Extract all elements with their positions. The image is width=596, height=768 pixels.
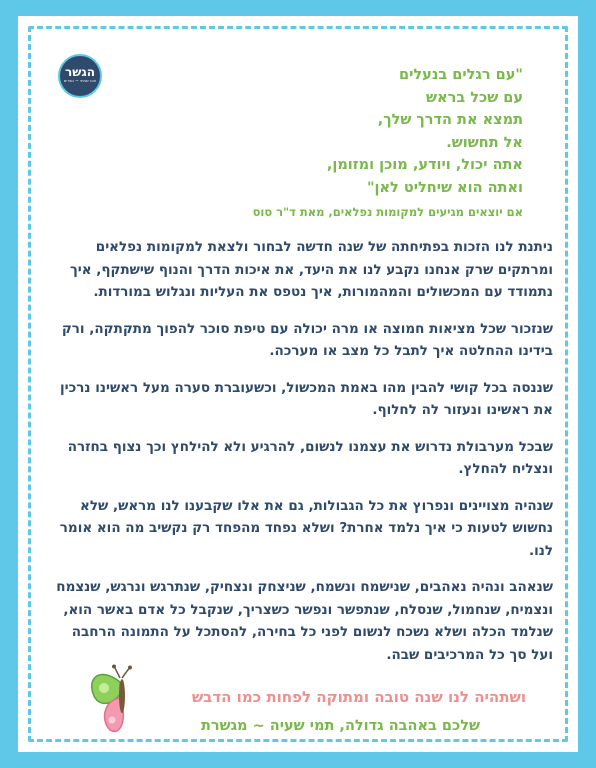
paragraph: שנהיה מצויינים ונפרוץ את כל הגבולות, גם את אלו שקבענו לנו מראש, שלא נחשוש לטעות כי איך נלמד אחרת? ושלא נפחד מהפחד רק נקשיב מה הוא אומר לנו.	[59, 497, 553, 559]
paragraph: שבכל מערבולת נדרוש את עצמנו לנשום, להרגיע ולא להילחץ וכך נצוף בחזרה ונצליח להחלץ.	[67, 438, 553, 477]
letter-body	[46, 236, 553, 680]
closing-wish: ושתהיה לנו שנה טובה ומתוקה לפחות כמו הדבש	[191, 688, 526, 706]
paragraph: שנזכור שכל מציאות חמוצה או מרה יכולה עם טיפת סוכר להפוך מתקתקה, ורק בידינו ההחלטה איך לתבל כל מצב או מערכה.	[61, 320, 553, 359]
signature: שלכם באהבה גדולה, תמי שעיה ~ מגשרת	[200, 718, 480, 734]
paragraph: שנאהב ונהיה נאהבים, שנישמח ונשמח, שניצחק ונצחיק, שנתרגש ונרגש, שנצמח ונצמיח, שנחמול, שנסלח, שנתפשר ונפשר כשצריך, שנקבל כל אדם באשר הוא, שנלמד הכלה ושלא נשכח לנשום לפני כל בחירה, להסתכל על התמונה הרחבה ועל סך כל המרכיבים שבה.	[56, 579, 553, 663]
paragraph: ניתנת לנו הזכות בפתיחתה של שנה חדשה לבחור ולצאת למקומות נפלאים ומרתקים שרק אנחנו נקבע לנו את היעד, את איכות הדרך והנוף שישתקף, איך נתמודד עם המכשולים והמהמורות, איך נטפס את העליות ונגלוש במורדות.	[69, 239, 553, 300]
poem-attribution: אם יוצאים מגיעים למקומות נפלאים, מאת ד"ר סוס	[252, 205, 523, 219]
poem-line: אתה יכול, ויודע, מוכן ומזומן,	[326, 157, 523, 173]
poem-line: תמצא את הדרך שלך,	[377, 112, 523, 128]
logo	[58, 54, 102, 98]
logo-subtitle: חוט שמיני ~ גשרים	[63, 78, 97, 83]
poem-line: ואתה הוא שיחליט לאן"	[366, 179, 523, 196]
logo-title: הגשר	[65, 65, 95, 79]
letter-card	[18, 16, 578, 752]
poem-line: "עם רגלים בנעלים	[399, 67, 523, 83]
poem-line: עם שכל בראש	[426, 89, 523, 106]
poem	[163, 64, 523, 219]
paragraph: שננסה בכל קושי להבין מהו באמת המכשול, וכשעוברת סערה מעל ראשינו נרכין את ראשינו ונעזור לה לחלוף.	[60, 379, 553, 418]
poem-line: אל תחשוש.	[446, 134, 523, 151]
